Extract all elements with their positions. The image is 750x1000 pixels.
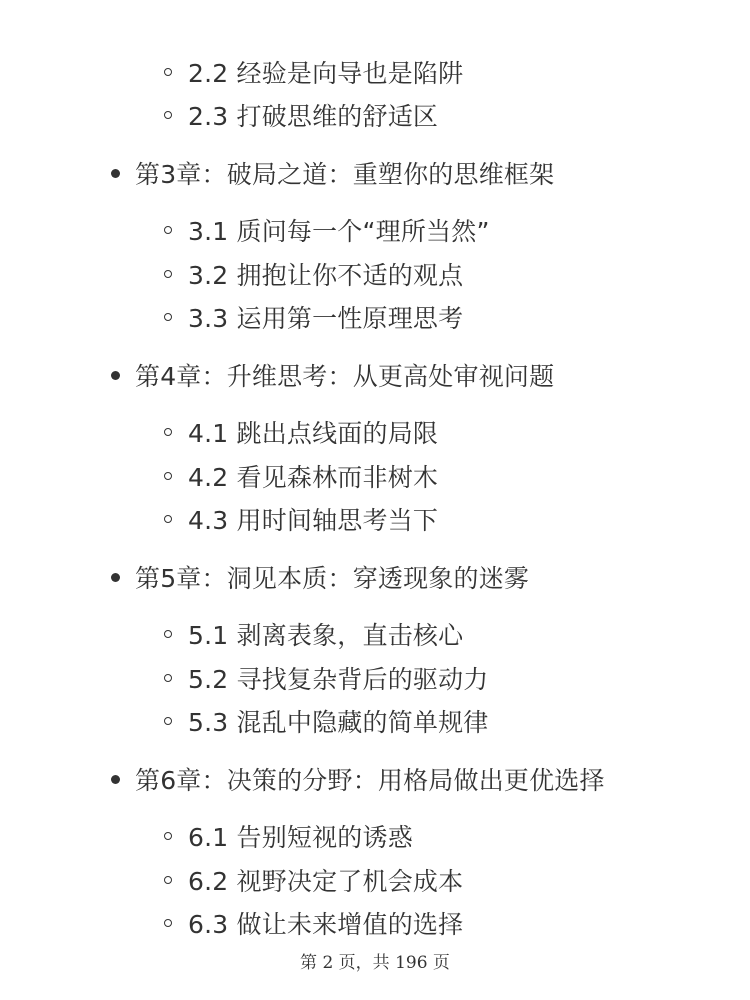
subitem-label: 2.3 打破思维的舒适区 (188, 102, 439, 131)
subitem-label: 3.3 运用第一性原理思考 (188, 304, 464, 333)
subitem-label: 5.3 混乱中隐藏的简单规律 (188, 708, 489, 737)
subitem-label: 5.2 寻找复杂背后的驱动力 (188, 665, 489, 694)
subitem-label: 3.1 质问每一个“理所当然” (188, 217, 490, 246)
circle-bullet-icon (164, 472, 172, 480)
subitem-label: 4.2 看见森林而非树木 (188, 463, 439, 492)
subitem-label: 2.2 经验是向导也是陷阱 (188, 59, 464, 88)
subitem-label: 5.1 剥离表象，直击核心 (188, 621, 464, 650)
chapter-label: 第4章：升维思考：从更高处审视问题 (135, 362, 555, 391)
subitem-label: 6.1 告别短视的诱惑 (188, 823, 413, 852)
chapter-label: 第5章：洞见本质：穿透现象的迷雾 (135, 564, 530, 593)
disc-bullet-icon (111, 169, 120, 178)
circle-bullet-icon (164, 919, 172, 927)
disc-bullet-icon (111, 775, 120, 784)
circle-bullet-icon (164, 313, 172, 321)
circle-bullet-icon (164, 428, 172, 436)
subitem-label: 4.3 用时间轴思考当下 (188, 506, 439, 535)
circle-bullet-icon (164, 876, 172, 884)
circle-bullet-icon (164, 674, 172, 682)
circle-bullet-icon (164, 68, 172, 76)
circle-bullet-icon (164, 630, 172, 638)
subitem-label: 6.3 做让未来增值的选择 (188, 910, 464, 939)
circle-bullet-icon (164, 717, 172, 725)
circle-bullet-icon (164, 111, 172, 119)
page-number-footer: 第 2 页，共 196 页 (300, 953, 450, 973)
disc-bullet-icon (111, 371, 120, 380)
disc-bullet-icon (111, 573, 120, 582)
subitem-label: 4.1 跳出点线面的局限 (188, 419, 439, 448)
circle-bullet-icon (164, 270, 172, 278)
chapter-label: 第6章：决策的分野：用格局做出更优选择 (135, 766, 605, 795)
circle-bullet-icon (164, 226, 172, 234)
subitem-label: 6.2 视野决定了机会成本 (188, 867, 464, 896)
chapter-label: 第3章：破局之道：重塑你的思维框架 (135, 160, 555, 189)
circle-bullet-icon (164, 515, 172, 523)
circle-bullet-icon (164, 832, 172, 840)
subitem-label: 3.2 拥抱让你不适的观点 (188, 261, 464, 290)
